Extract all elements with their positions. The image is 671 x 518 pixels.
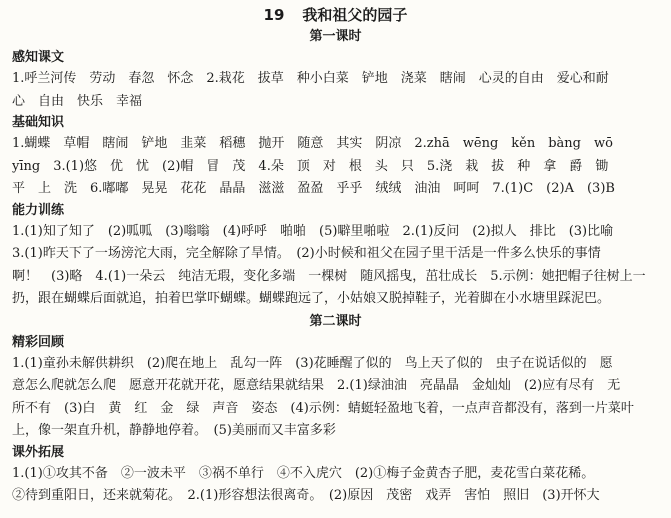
part2-subtitle: 第二课时 [309,313,362,329]
answer-line: 扔，跟在蝴蝶后面就追，拍着巴掌吓蝴蝶。蝴蝶跑远了，小姑娘又脱掉鞋子，光着脚在小水塘里踩泥巴。 [12,291,611,306]
answer-line: ②待到重阳日，还来就菊花。 2.(1)形容想法很离奇。 (2)原因 茂密 戏弄 害怕 照旧 (3)开怀大 [12,488,600,503]
answer-line: 啊！ (3)略 4.(1)一朵云 纯洁无瑕，变化多端 一棵树 随风摇曳，茁壮成长 5.示例：她把帽子往树上一 [12,268,646,284]
answer-line: 心 自由 快乐 幸福 [12,93,143,109]
answer-line: 1.(1)①攻其不备 ②一波未平 ③祸不单行 ④不入虎穴 (2)①梅子金黄杏子肥，麦花雪白菜花稀。 [12,465,595,481]
answer-line: 所不有 (3)白 黄 红 金 绿 声音 姿态 (4)示例：蜻蜓轻盈地飞着，一点声音都没有，落到一片菜叶 [12,400,634,416]
answer-line: 平 上 洗 6.嘟嘟 晃晃 花花 晶晶 滋滋 盈盈 乎乎 绒绒 油油 呵呵 7.(1)C (2)A (3)B [12,181,615,196]
lesson-number: 19 [263,6,285,24]
answer-line: 1.(1)知了知了 (2)呱呱 (3)嗡嗡 (4)呼呼 啪啪 (5)噼里啪啦 2.(1)反问 (2)拟人 排比 (3)比喻 [12,223,614,239]
section-review [12,333,659,443]
answer-line: 意怎么爬就怎么爬 愿意开花就开花，愿意结果就结果 2.(1)绿油油 亮晶晶 金灿灿 (2)应有尽有 无 [12,378,621,393]
section-ability [12,201,659,311]
part1-subtitle: 第一课时 [309,29,362,44]
answer-line: 上，像一架直升机，静静地停着。 (5)美丽而又丰富多彩 [12,423,336,438]
answer-line: yīng 3.(1)悠 优 忧 (2)帽 冒 茂 4.朵 顶 对 根 头 只 5.浇 栽 拔 种 拿 爵 锄 [12,158,609,174]
answer-line: 1.呼兰河传 劳动 春忽 怀念 2.栽花 拔草 种小白菜 铲地 浇菜 瞎闹 心灵的自由 爱心和耐 [12,71,609,86]
section-extension [12,443,659,508]
lesson-title [12,4,659,26]
answer-line: 1.(1)童孙未解供耕织 (2)爬在地上 乱勾一阵 (3)花睡醒了似的 鸟上天了似的 虫子在说话似的 愿 [12,355,613,371]
section-heading: 课外拓展 [12,444,65,460]
section-perception [12,48,659,113]
section-heading: 能力训练 [12,202,65,218]
section-heading: 感知课文 [12,50,65,65]
section-heading: 基础知识 [12,115,65,130]
lesson-name: 我和祖父的园子 [302,6,408,24]
answer-line: 1.蝴蝶 草帽 瞎闹 铲地 韭菜 稻穗 抛开 随意 其实 阴凉 2.zhā wēng kěn bàng wō [12,136,613,151]
answer-line: 3.(1)昨天下了一场滂沱大雨，完全解除了旱情。 (2)小时候和祖父在园子里干活是一件多么快乐的事情 [12,246,601,261]
section-heading: 精彩回顾 [12,334,65,350]
section-basics [12,113,659,201]
